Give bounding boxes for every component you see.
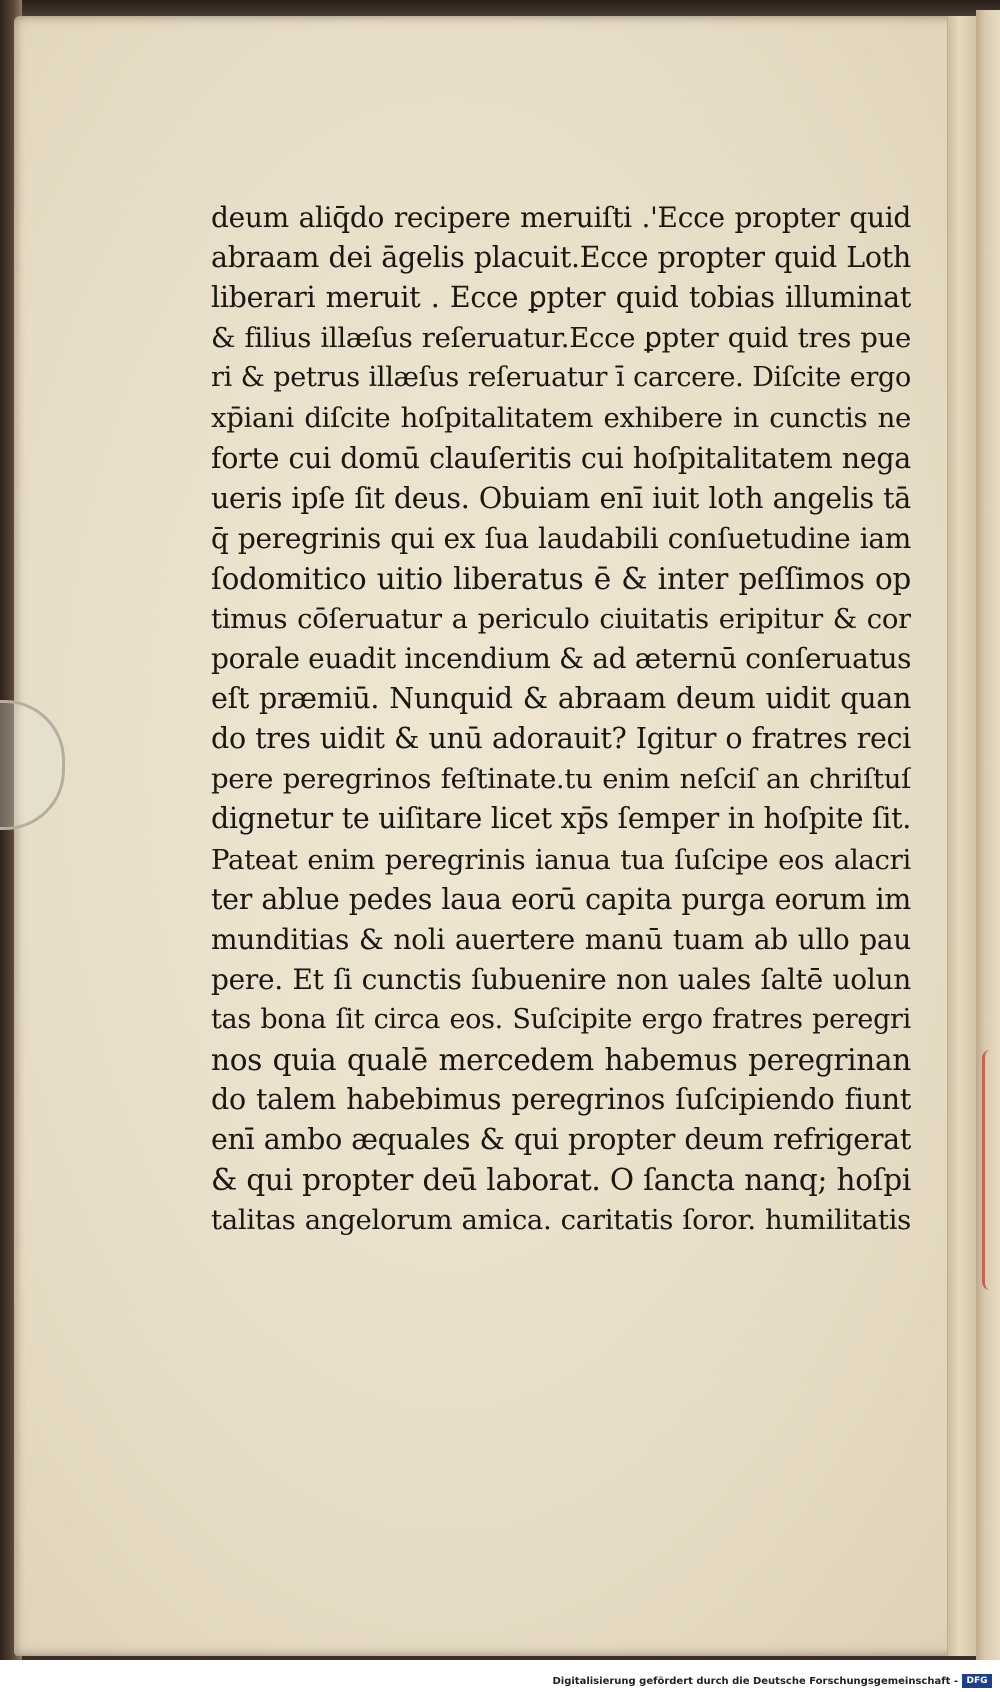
text-line: talitas angelorum amica. caritatis ſoror. humilitatis — [211, 1204, 911, 1237]
text-line: deum aliq̄do recipere meruiſti .'Ecce propter quid — [211, 201, 911, 234]
text-line: eſt præmiū. Nunquid & abraam deum uidit quan — [211, 682, 911, 716]
text-line: do tres uidit & unū adorauit? Igitur o fratres reci — [211, 722, 911, 756]
rubric-mark — [982, 1050, 997, 1290]
text-line: ri & petrus illæſus reſeruatur ī carcere. Diſcite ergo — [211, 362, 911, 394]
text-line: tas bona ſit circa eos. Suſcipite ergo fratres peregri — [211, 1003, 911, 1035]
text-line: & qui propter deū laborat. O ſancta nanq; hoſpi — [211, 1163, 911, 1198]
text-line: q̄ peregrinis qui ex ſua laudabili conſuetudine iam — [211, 521, 911, 555]
text-line: porale euadit incendium & ad æternū conſeruatus — [211, 642, 911, 676]
text-line: timus cōſeruatur a periculo ciuitatis eripitur & cor — [211, 602, 911, 635]
text-line: dignetur te uiſitare licet xp̄s ſemper in hoſpite ſit. — [211, 802, 911, 836]
text-line: enī ambo æquales & qui propter deum refrigerat — [211, 1123, 911, 1157]
text-line: ueris ipſe ſit deus. Obuiam enī iuit loth angelis tā — [211, 481, 911, 515]
text-line: abraam dei āgelis placuit.Ecce propter quid Loth — [211, 241, 911, 275]
adjacent-page-edge — [976, 10, 1000, 1660]
text-line: pere peregrinos feſtinate.tu enim neſciſ an chriſtuſ — [211, 763, 911, 796]
dfg-logo: DFG — [962, 1674, 992, 1688]
text-line: Pateat enim peregrinis ianua tua ſuſcipe eos alacri — [211, 843, 911, 876]
text-line: forte cui domū clauſeritis cui hoſpitalitatem nega — [211, 441, 911, 475]
text-line: pere. Et ſi cunctis ſubuenire non uales ſaltē uolun — [211, 962, 911, 996]
text-line: munditias & noli auertere manū tuam ab ullo pau — [211, 922, 911, 956]
page-fore-edge — [947, 16, 976, 1656]
text-line: liberari meruit . Ecce ꝑpter quid tobias illuminat — [211, 281, 911, 315]
text-line: xp̄iani diſcite hoſpitalitatem exhibere in cunctis ne — [211, 402, 911, 435]
text-block — [211, 198, 911, 1240]
text-line: do talem habebimus peregrinos ſuſcipiendo fiunt — [211, 1083, 911, 1117]
footer-credit: Digitalisierung gefördert durch die Deutsche Forschungsgemeinschaft - — [552, 1676, 958, 1687]
text-line: ſodomitico uitio liberatus ē & inter peſſimos op — [211, 561, 911, 596]
text-line: & filius illæſus reſeruatur.Ecce ꝑpter quid tres pue — [211, 322, 911, 355]
text-line: ter ablue pedes laua eorū capita purga eorum im — [211, 882, 911, 916]
text-line: nos quia qualē mercedem habemus peregrinan — [211, 1042, 911, 1077]
